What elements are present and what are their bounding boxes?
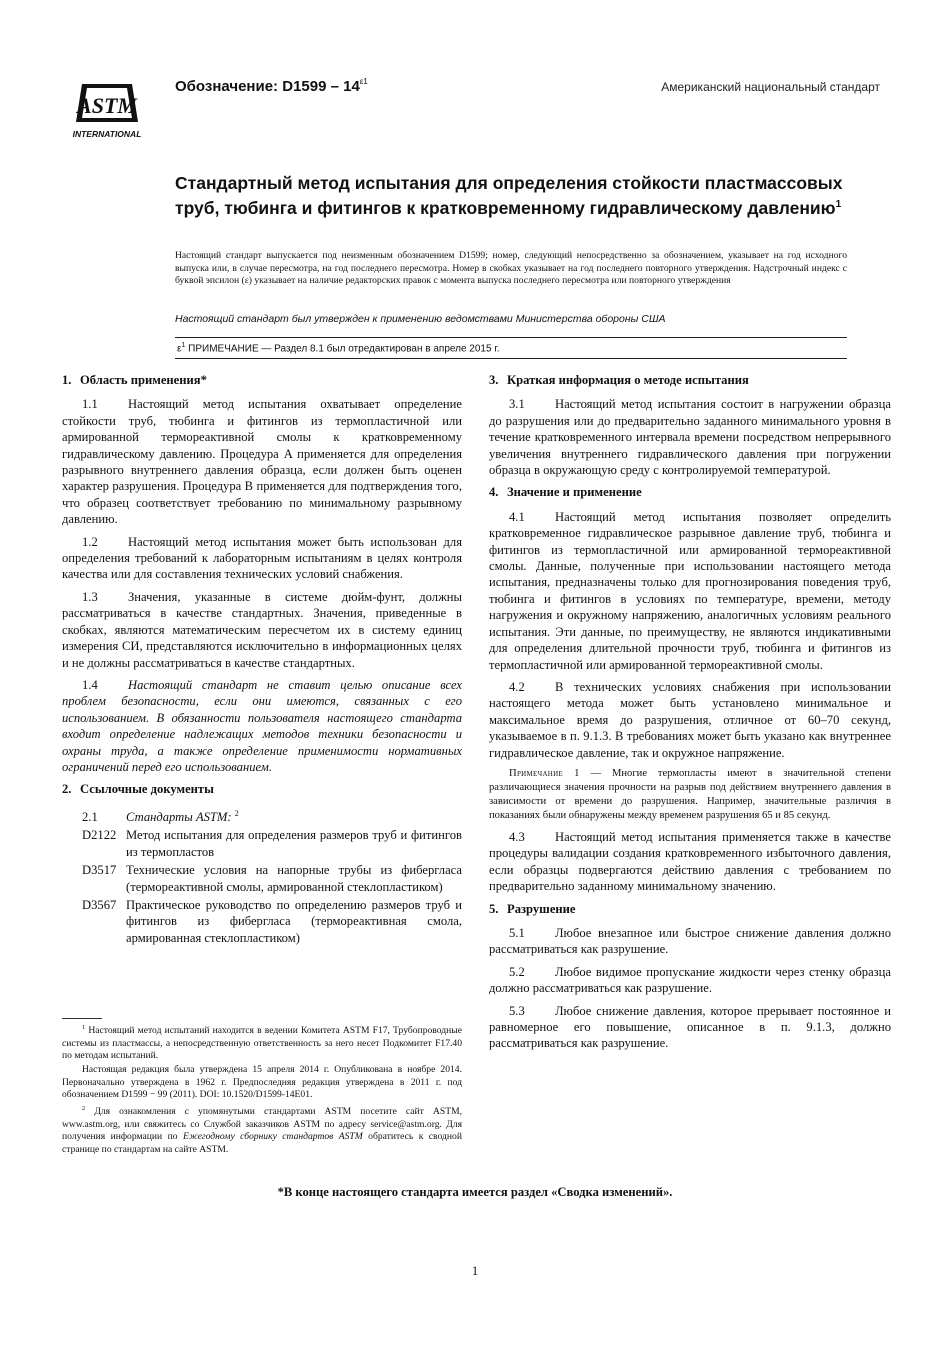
logo-text: ASTM [77,93,137,118]
paragraph-5-2-number: 5.2 [509,964,525,979]
paragraph-1-1 [62,396,462,527]
paragraph-4-3 [489,829,891,895]
paragraph-5-1-number: 5.1 [509,925,525,940]
reference-item [82,897,462,946]
paragraph-1-2 [62,534,462,583]
footnote-1-continued: Настоящая редакция была утверждена 15 апреля 2014 г. Опубликована в ноябре 2014. Первоначально утверждена в 1962 г. Предпоследняя редакция утверждена в 2011 г. под обозначением D1599 − 99 (2011). DOI: 10.1520/D1599-14E01. [62,1063,462,1101]
paragraph-1-1-text: Настоящий метод испытания охватывает определение стойкости труб, тюбинга и фитингов из термопластичной или армированной термореактивной смолы к кратковременному гидравлическому давлению. Процедура A применяется для определения разрывного внутреннего давления образца, если должен быть оценен характер разрушения. Процедура B применяется для подтверждения того, что образец соответствует требованию по минимальному разрывному давлению. [62,397,462,527]
eps-mark: ε [177,343,182,355]
paragraph-1-1-number: 1.1 [82,397,98,412]
paragraph-5-2-text: Любое видимое пропускание жидкости через стенку образца должно рассматриваться как разрушение. [489,964,891,996]
designation-code: D1599 – 14 [282,78,360,95]
paragraph-5-3 [489,1003,891,1052]
paragraph-1-3-number: 1.3 [82,589,98,604]
section-1-heading [62,372,462,388]
footnote-2-italic: Ежегодному сборнику стандартов ASTM [182,1131,363,1143]
paragraph-5-2 [489,964,891,997]
paragraph-4-1-text: Настоящий метод испытания позволяет определить кратковременное гидравлическое разрывное давление труб, тюбинга и фитингов из термопластичной или армированной термореактивной смолы. Данные, полученные при использовании настоящего метода испытания, предназначены только для прогнозирования поведения труб, тюбинга и фитингов в условиях по температуре, времени, методу нагружения и окружному напряжению, аналогичных условиям реального испытания. Эти данные, по преимуществу, не являются индикативными для определения длительной прочности труб, тюбинга и фитингов из термопластичной или армированной термореактивной смолы. [489,509,891,672]
note-1-label: Примечание 1 [509,767,580,779]
reference-lead-footnote-mark: 2 [234,808,239,818]
reference-code: D3567 [82,897,117,912]
paragraph-1-2-number: 1.2 [82,534,98,549]
section-4-number: 4. [489,485,499,500]
paragraph-1-4-number: 1.4 [82,677,98,692]
editorial-note [177,342,500,354]
section-1-number: 1. [62,373,72,387]
section-2-title: Ссылочные документы [80,782,214,797]
paragraph-3-1-text: Настоящий метод испытания состоит в нагружении образца до разрушения или до предварительно заданного минимального уровня в течение кратковременного интервала времени посредством непрерывного увеличения внутреннего гидравлического давления при погружении образца в окружающую среду с контролируемой температурой. [489,397,891,478]
footnote-1-text: Настоящий метод испытаний находится в ведении Комитета ASTM F17, Трубопроводные системы из пластмассы, а непосредственную ответственность за него несет Подкомитет F17.40 по методам испытаний. [62,1025,462,1062]
note-rule-bottom [175,358,847,359]
section-1-title: Область применения* [80,373,207,387]
logo-subtext: INTERNATIONAL [72,129,142,139]
paragraph-1-4-text: Настоящий стандарт не ставит целью описание всех проблем безопасности, если они имеются, связанных с его использованием. В обязанности пользователя настоящего стандарта входит определение надлежащих методов техники безопасности и охраны труда, а также определение применимости нормативных ограничений перед его использованием. [62,677,462,774]
note-rule-top [175,337,847,338]
section-3-number: 3. [489,373,499,387]
paragraph-4-2-text: В технических условиях снабжения при использовании настоящего метода может быть установлено минимальное и максимальное время до разрушения, отличное от 60–70 секунд, указываемое в п. 9.1.3. В требованиях может быть указано как внутреннее гидравлическое давление, так и окружное напряжение. [489,679,891,760]
section-4-heading [489,484,891,500]
paragraph-1-3-text: Значения, указанные в системе дюйм-фунт, должны рассматриваться в качестве стандартных. Значения, приведенные в скобках, являются математическим пересчетом их в систему единиц измерения СИ, представляются исключительно в информационных целях и не должны рассматриваться в качестве стандартных. [62,589,462,670]
paragraph-5-3-number: 5.3 [509,1003,525,1018]
standard-type: Американский национальный стандарт [661,80,880,94]
reference-lead-text: Стандарты ASTM: [126,809,232,824]
note-1-text: — Многие термопласты имеют в значительной степени различающиеся значения прочности на разрыв под действием внутреннего давления в зависимости от времени до разрушения. Например, значительные различия в показаниях были обнаружены между временем разрушения 65 и 85 секунд. [489,767,892,821]
designation [175,78,368,95]
reference-lead [82,806,462,826]
section-4-title: Значение и применение [507,485,642,500]
footnote-2-mark: 2 [82,1104,86,1112]
paragraph-1-2-text: Настоящий метод испытания может быть использован для определения требований к лабораторным испытаниям в целях контроля качества или для составления технических условий снабжения. [62,534,462,582]
paragraph-4-2 [489,679,891,761]
title-text: Стандартный метод испытания для определения стойкости пластмассовых труб, тюбинга и фитингов к кратковременному гидравлическому давлению [175,173,843,218]
reference-code: D2122 [82,828,117,843]
left-column [62,372,462,948]
eps-note-text: ПРИМЕЧАНИЕ — Раздел 8.1 был отредактирован в апреле 2015 г. [185,343,500,355]
footnote-2-text-a: Для ознакомления с упомянутыми стандартами ASTM посетите сайт ASTM, www.astm.org, или свяжитесь со Службой заказчиков ASTM по адресу service@astm.org. Для получения информации по [62,1105,462,1143]
paragraph-4-2-number: 4.2 [509,679,525,694]
reference-item [82,862,462,895]
footnote-2-text-b: обратитесь к сводной странице по стандартам на сайте ASTM. [62,1131,462,1155]
reference-title: Метод испытания для определения размеров труб и фитингов из термопластов [126,828,462,859]
reference-title: Практическое руководство по определению размеров труб и фитингов из фибергласа (термореактивная смола, армированная стеклопластиком) [126,897,462,945]
paragraph-4-1 [489,509,891,673]
intro-text: Настоящий стандарт выпускается под неизменным обозначением D1599; номер, следующий непосредственно за обозначением, указывает на год исходного выпуска или, в случае пересмотра, на год последнего пересмотра. Номер в скобках указывает на год последнего повторного утверждения. Надстрочный индекс с буквой эпсилон (ε) указывает на наличие редакторских правок с момента выпуска последнего пересмотра или повторного утверждения [175,250,847,287]
note-1 [489,767,891,823]
document-title [175,172,855,219]
title-footnote-mark: 1 [835,199,842,210]
designation-prefix: Обозначение: [175,78,283,95]
paragraph-5-3-text: Любое снижение давления, которое прерывает постоянное и равномерное его повышение, описанное в п. 9.1.3, должно рассматриваться как разрушение. [489,1003,891,1051]
paragraph-1-4 [62,677,462,775]
page-number: 1 [471,1264,479,1278]
footnote-2 [62,1103,462,1157]
section-3-heading [489,372,891,388]
astm-logo-icon [64,74,150,146]
reference-code: D3517 [82,863,117,878]
reference-lead-number: 2.1 [82,809,98,824]
approval-statement: Настоящий стандарт был утвержден к применению ведомствами Министерства обороны США [175,313,666,325]
section-3-title: Краткая информация о методе испытания [507,373,749,387]
paragraph-5-1-text: Любое внезапное или быстрое снижение давления должно рассматриваться как разрушение. [489,925,891,957]
paragraph-5-1 [489,925,891,958]
footnote-1-mark: 1 [82,1024,86,1031]
section-2-heading [62,781,462,797]
footnote-1 [62,1022,462,1063]
right-column [489,372,891,1058]
eps-sup: 1 [181,342,186,349]
reference-title: Технические условия на напорные трубы из фибергласа (термореактивной смолы, армированной стеклопластиком) [126,863,462,894]
footnotes [62,1022,462,1157]
summary-of-changes-note: *В конце настоящего стандарта имеется раздел «Сводка изменений». [277,1185,673,1199]
paragraph-4-1-number: 4.1 [509,509,525,524]
section-5-heading [489,901,891,917]
section-5-number: 5. [489,901,499,916]
paragraph-1-3 [62,589,462,671]
section-2-number: 2. [62,782,72,797]
paragraph-4-3-text: Настоящий метод испытания применяется также в качестве процедуры валидации создания кратковременного избыточного давления, если образцы подвергаются действию давления с требованием по предварительно заданному минимальному значению. [489,829,891,894]
reference-item [82,827,462,860]
paragraph-4-3-number: 4.3 [509,829,525,844]
footnote-rule [62,1018,102,1019]
designation-edition-mark: ε1 [359,77,368,86]
section-5-title: Разрушение [507,901,576,916]
paragraph-3-1 [489,396,891,478]
paragraph-3-1-number: 3.1 [509,397,525,412]
